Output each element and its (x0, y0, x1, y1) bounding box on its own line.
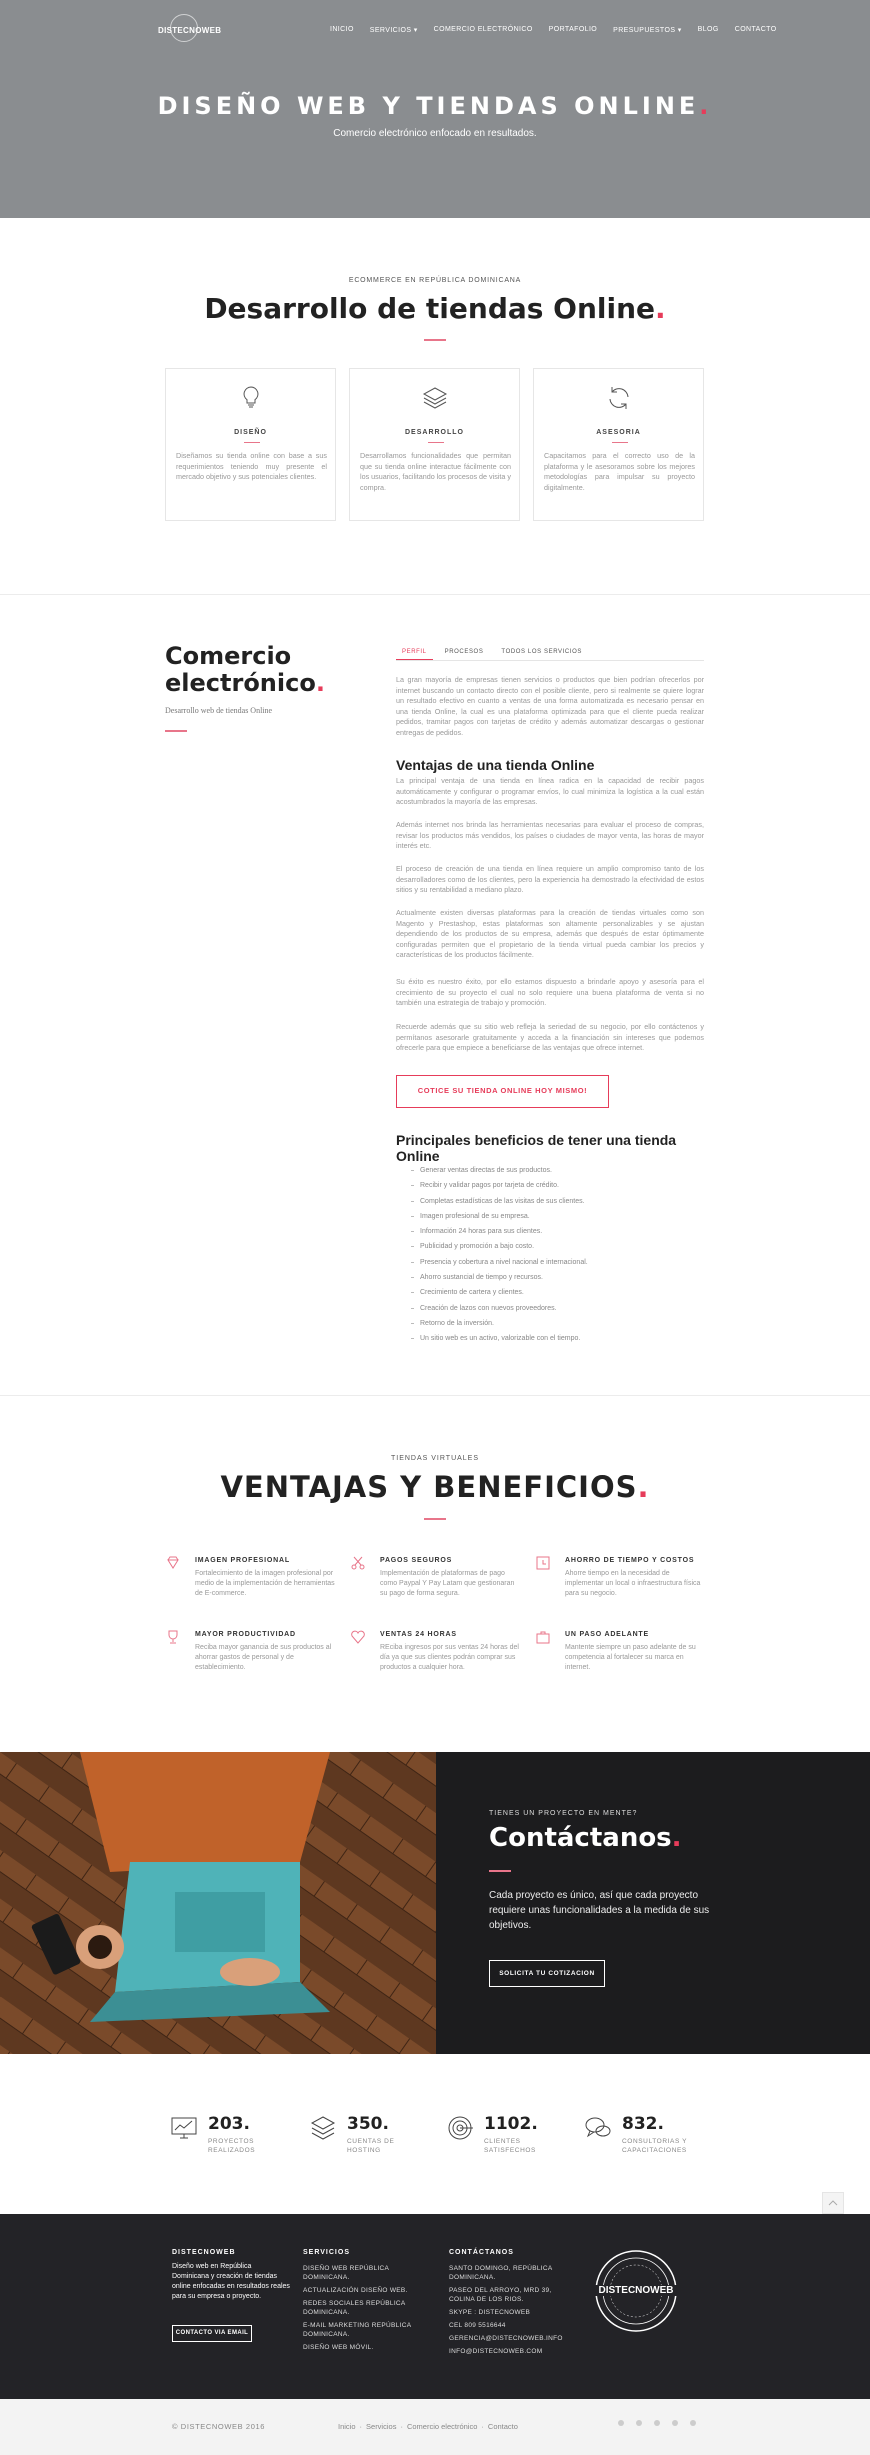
footer-link-inicio[interactable]: Inicio (338, 2422, 356, 2431)
paragraph: El proceso de creación de una tienda en línea requiere un amplio compromiso tanto de los desarrolladores como de los clientes, pero la experiencia ha demostrado la efectividad de estos sitios y su rentabilidad a mediano plazo. (396, 864, 704, 894)
list-item: Imagen profesional de su empresa. (420, 1209, 710, 1224)
facebook-icon[interactable] (618, 2420, 624, 2426)
heart-icon (350, 1629, 366, 1645)
footer-col-title: SERVICIOS (303, 2249, 350, 2256)
paragraph: Su éxito es nuestro éxito, por ello estamos dispuesto a brindarle apoyo y asesoría para el crecimiento de su proyecto el cual no solo requiere una buena plataforma de venta si no también una estrategia de trabajo y promoción. (396, 977, 704, 1007)
footer-skype: SKYPE : DISTECNOWEB (449, 2309, 531, 2316)
list-item: Crecimiento de cartera y clientes. (420, 1285, 710, 1300)
paragraph: La principal ventaja de una tienda en línea radica en la capacidad de recibir pagos automáticamente y configurar o programar envíos, lo cual minimiza la logística a la cual están acostumbrados la mayoría de las empresas. (396, 776, 704, 806)
nav-item-portafolio[interactable]: PORTAFOLIO (548, 26, 598, 33)
heading-beneficios: Principales beneficios de tener una tienda Online (396, 1132, 677, 1164)
list-item: Completas estadísticas de las visitas de sus clientes. (420, 1194, 710, 1209)
separator: · (481, 2422, 484, 2431)
briefcase-icon (535, 1629, 551, 1645)
card-divider (612, 442, 628, 443)
ecommerce-title: Comercio electrónico. (165, 642, 325, 697)
footer-contact-list (449, 2264, 563, 2360)
feature-title: AHORRO DE TIEMPO Y COSTOS (565, 1557, 695, 1564)
contact-image (0, 1752, 436, 2054)
list-item: Retorno de la inversión. (420, 1316, 710, 1331)
benefits-divider (424, 1518, 446, 1520)
linkedin-icon[interactable] (672, 2420, 678, 2426)
card-text: Desarrollamos funcionalidades que permitan que su tienda online interactue fácilmente con los usuarios, facilitando los procesos de visita y compra. (360, 451, 512, 492)
footer-link-servicios[interactable]: Servicios (366, 2422, 397, 2431)
benefits-title: VENTAJAS Y BENEFICIOS. (220, 1470, 650, 1504)
logo-text: DISTECNOWEB (158, 26, 222, 35)
list-item: Recibir y validar pagos por tarjeta de crédito. (420, 1178, 710, 1193)
feature-text: Implementación de plataformas de pago como Paypal Y Pay Latam que gestionaran su pago de forma segura. (380, 1570, 515, 1597)
seal-text: DISTECNOWEB (593, 2285, 679, 2296)
nav-item-inicio[interactable]: INICIO (330, 26, 354, 33)
footer-email[interactable]: GERENCIA@DISTECNOWEB.INFO (449, 2335, 563, 2342)
scroll-to-top-button[interactable] (822, 2192, 844, 2214)
footer-link-comercio[interactable]: Comercio electrónico (406, 2422, 478, 2431)
nav-item-presupuestos[interactable]: PRESUPUESTOS ▾ (613, 27, 682, 34)
card-divider (244, 442, 260, 443)
card-title: DISEÑO (234, 429, 267, 436)
ecommerce-divider (165, 730, 187, 732)
footer-service-link[interactable]: E-MAIL MARKETING REPÚBLICA DOMINICANA. (303, 2322, 411, 2338)
feature-title: UN PASO ADELANTE (565, 1631, 649, 1638)
paragraph: Actualmente existen diversas plataformas para la creación de tiendas virtuales como son Magento y Prestashop, estas plataformas son altamente personalizables y se ajustan dependiendo de los productos de su empresa, además que después de estar óptimamente configuradas permiten que el propietario de la tienda virtual pueda cambiar los precios y características de los productos fácilmente. (396, 908, 704, 959)
footer-email[interactable]: INFO@DISTECNOWEB.COM (449, 2348, 543, 2355)
hero-subtitle: Comercio electrónico enfocado en resultados. (333, 128, 537, 139)
intro-kicker: ECOMMERCE EN REPÚBLICA DOMINICANA (348, 277, 522, 284)
nav-item-servicios[interactable]: SERVICIOS ▾ (369, 27, 418, 34)
ecommerce-tabs (396, 647, 704, 661)
separator: · (400, 2422, 403, 2431)
heading-ventajas: Ventajas de una tienda Online (396, 757, 595, 773)
diamond-icon (165, 1555, 181, 1571)
scissors-icon (350, 1555, 366, 1571)
benefits-list (420, 1163, 710, 1347)
feature-text: REciba ingresos por sus ventas 24 horas del día ya que sus clientes podrán comprar sus productos a cualquier hora. (380, 1644, 519, 1671)
feature-title: MAYOR PRODUCTIVIDAD (195, 1631, 296, 1638)
footer-nav (338, 2422, 518, 2431)
footer-seal-logo (593, 2248, 679, 2334)
stat-number: 832. (622, 2114, 664, 2134)
stack-icon (309, 2114, 337, 2142)
intro-title: Desarrollo de tiendas Online. (204, 292, 666, 325)
stat-number: 350. (347, 2114, 389, 2134)
service-card-desarrollo (349, 368, 520, 521)
footer-col-title: DISTECNOWEB (172, 2249, 236, 2256)
card-text: Diseñamos su tienda online con base a sus requerimientos teniendo muy presente el mercado objetivo y sus potenciales clientes. (176, 451, 327, 481)
feature-title: PAGOS SEGUROS (380, 1557, 453, 1564)
footer-service-link[interactable]: DISEÑO WEB MÓVIL. (303, 2344, 374, 2351)
footer-service-link[interactable]: DISEÑO WEB REPÚBLICA DOMINICANA. (303, 2265, 389, 2281)
stat-label: PROYECTOS REALIZADOS (208, 2138, 256, 2154)
footer-link-contacto[interactable]: Contacto (487, 2422, 518, 2431)
card-title: DESARROLLO (405, 429, 464, 436)
list-item: Creación de lazos con nuevos proveedores. (420, 1301, 710, 1316)
stat-number: 1102. (484, 2114, 538, 2134)
section-divider (0, 1395, 870, 1396)
chart-icon (170, 2114, 198, 2142)
footer-service-link[interactable]: REDES SOCIALES REPÚBLICA DOMINICANA. (303, 2300, 406, 2316)
contact-title: Contáctanos. (489, 1823, 682, 1853)
target-icon (446, 2114, 474, 2142)
footer-col-title: CONTÁCTANOS (449, 2249, 514, 2256)
hero-title: DISEÑO WEB Y TIENDAS ONLINE. (157, 92, 713, 120)
footer-address: PASEO DEL ARROYO, MRD 39, COLINA DE LOS RIOS. (449, 2287, 552, 2303)
feature-title: IMAGEN PROFESIONAL (195, 1557, 290, 1564)
list-item: Presencia y cobertura a nivel nacional e internacional. (420, 1255, 710, 1270)
paragraph: Además internet nos brinda las herramientas necesarias para evaluar el proceso de compras, revisar los productos más vendidos, los países o ciudades de mayor venta, las horas de mayor interés etc. (396, 820, 704, 850)
nav-item-blog[interactable]: BLOG (697, 26, 719, 33)
list-item: Publicidad y promoción a bajo costo. (420, 1239, 710, 1254)
list-item: Generar ventas directas de sus productos. (420, 1163, 710, 1178)
stat-label: CONSULTORIAS Y CAPACITACIONES (622, 2138, 687, 2154)
tab-perfil[interactable]: PERFIL (396, 647, 433, 660)
tab-procesos[interactable]: PROCESOS (444, 649, 484, 655)
nav-item-contacto[interactable]: CONTACTO (734, 26, 777, 33)
twitter-icon[interactable] (636, 2420, 642, 2426)
contact-text: Cada proyecto es único, así que cada proyecto requiere unas funcionalidades a la medida de sus objetivos. (489, 1890, 710, 1931)
instagram-icon[interactable] (690, 2420, 696, 2426)
footer-address: SANTO DOMINGO, REPÚBLICA DOMINICANA. (449, 2265, 553, 2281)
main-nav (330, 26, 777, 34)
separator: · (359, 2422, 363, 2431)
lightbulb-icon (236, 383, 266, 413)
nav-item-comercio[interactable]: COMERCIO ELECTRÓNICO (433, 26, 533, 33)
stat-label: CLIENTES SATISFECHOS (484, 2138, 536, 2154)
site-logo[interactable] (158, 12, 222, 56)
card-title: ASESORIA (596, 429, 641, 436)
clock-icon (535, 1555, 551, 1571)
service-card-diseno (165, 368, 336, 521)
footer-service-link[interactable]: ACTUALIZACIÓN DISEÑO WEB. (303, 2287, 408, 2294)
request-quote-button[interactable]: SOLICITA TU COTIZACION (489, 1960, 605, 1987)
quote-store-button[interactable]: COTICE SU TIENDA ONLINE HOY MISMO! (396, 1075, 609, 1108)
feature-text: Ahorre tiempo en la necesidad de implementar un local o infraestructura física para su negocio. (565, 1570, 701, 1597)
google-plus-icon[interactable] (654, 2420, 660, 2426)
ecommerce-subtitle: Desarrollo web de tiendas Online (165, 706, 273, 715)
benefits-kicker: TIENDAS VIRTUALES (390, 1455, 480, 1462)
feature-text: Reciba mayor ganancia de sus productos al ahorrar gastos de personal y de establecimiento. (195, 1644, 332, 1671)
contact-kicker: TIENES UN PROYECTO EN MENTE? (489, 1810, 638, 1817)
footer (0, 2214, 870, 2399)
stat-label: CUENTAS DE HOSTING (347, 2138, 395, 2154)
paragraph: La gran mayoría de empresas tienen servicios o productos que bien podrían ofrecerlos por internet buscando un contacto directo con el posible cliente, pero si realmente se quiere lograr un resultado efectivo en cuanto a ventas de una forma automatizada es necesario pensar en una tienda Online, la cual es una plataforma optimizada para que el cliente pueda realizar pedidos, tramitar pagos con tarjetas de crédito y además automatizar descargas o gestionar entregas de pedidos. (396, 675, 704, 737)
stat-number: 203. (208, 2114, 250, 2134)
footer-about-text: Diseño web en República Dominicana y creación de tiendas online enfocadas en resultados reales para su empresa o proyecto. (172, 2263, 290, 2300)
feature-text: Mantente siempre un paso adelante de su competencia al fortalecer su marca en internet. (565, 1644, 696, 1671)
list-item: Un sitio web es un activo, valorizable con el tiempo. (420, 1331, 710, 1346)
email-contact-button[interactable]: CONTACTO VIA EMAIL (172, 2325, 252, 2342)
footer-phone: CEL 809 5516644 (449, 2322, 506, 2329)
tab-todos-servicios[interactable]: TODOS LOS SERVICIOS (501, 649, 582, 655)
paragraph: Recuerde además que su sitio web refleja la seriedad de su negocio, por ello contáctenos y permítanos asesorarle gratuitamente y acceda a la financiación sin intereses que podemos ofrecerle para que empiece a beneficiarse de las ventajas que ofrece internet. (396, 1022, 704, 1052)
service-card-asesoria (533, 368, 704, 521)
list-item: Ahorro sustancial de tiempo y recursos. (420, 1270, 710, 1285)
card-divider (428, 442, 444, 443)
refresh-icon (604, 383, 634, 413)
contact-divider (489, 1870, 511, 1872)
layers-icon (420, 383, 450, 413)
section-divider (0, 594, 870, 595)
trophy-icon (165, 1629, 181, 1645)
social-links (618, 2420, 696, 2426)
footer-services-list (303, 2264, 418, 2356)
intro-divider (424, 339, 446, 341)
hero-header (0, 0, 870, 218)
list-item: Información 24 horas para sus clientes. (420, 1224, 710, 1239)
feature-text: Fortalecimiento de la imagen profesional por medio de la implementación de herramientas de E-commerce. (195, 1570, 335, 1597)
feature-title: VENTAS 24 HORAS (380, 1631, 457, 1638)
chat-icon (584, 2114, 612, 2142)
card-text: Capacitamos para el correcto uso de la plataforma y le asesoramos sobre los mejores metodologías para impulsar su proyecto digitalmente. (544, 451, 695, 492)
copyright: © DISTECNOWEB 2016 (172, 2422, 266, 2431)
chevron-up-icon (823, 2193, 843, 2213)
